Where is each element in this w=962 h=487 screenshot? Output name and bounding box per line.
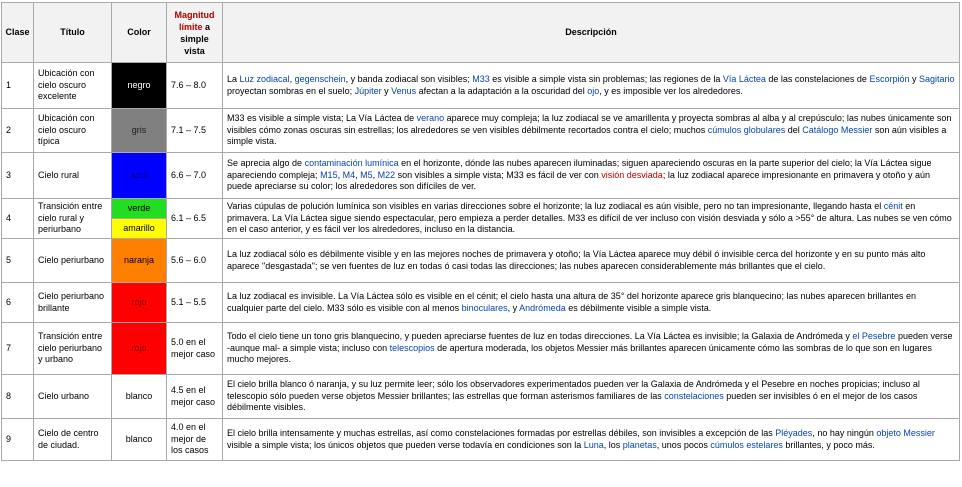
desc-text: , y xyxy=(507,302,520,313)
desc-text: , xyxy=(355,169,361,180)
table-row xyxy=(2,199,960,219)
header-descripcion: Descripción xyxy=(223,3,960,63)
desc-link[interactable]: Luna xyxy=(583,439,604,450)
bortle-table-container xyxy=(1,2,959,461)
desc-text: Varias cúpulas de polución lumínica son visibles en varias direcciones sobre el horizonte; la luz zodiacal es aún visible, pero no tan impresionante, llegando hasta el xyxy=(227,201,884,212)
desc-link[interactable]: ojo xyxy=(587,85,600,96)
cell-clase: 9 xyxy=(2,419,34,461)
cell-color-swatch: azul xyxy=(112,153,167,199)
desc-link[interactable]: verano xyxy=(416,113,445,124)
header-row xyxy=(2,3,960,63)
cell-descripcion xyxy=(223,419,960,461)
desc-text: , xyxy=(372,169,378,180)
cell-clase: 8 xyxy=(2,375,34,419)
desc-link[interactable]: M5 xyxy=(360,169,373,180)
cell-color-swatch: blanco xyxy=(112,375,167,419)
header-mag-rest: a simple vista xyxy=(180,21,211,56)
desc-link[interactable]: el Pesebre xyxy=(852,331,896,342)
cell-descripcion xyxy=(223,239,960,283)
desc-text: afectan a la adaptación a la oscuridad del xyxy=(416,85,588,96)
desc-link[interactable]: cúmulos globulares xyxy=(707,124,786,135)
header-magnitud xyxy=(167,3,223,63)
cell-titulo: Cielo periurbano xyxy=(34,239,112,283)
desc-text: , xyxy=(289,74,295,84)
cell-magnitud: 5.1 – 5.5 xyxy=(167,283,223,323)
desc-link[interactable]: binoculares xyxy=(461,302,508,313)
cell-magnitud: 5.0 en el mejor caso xyxy=(167,323,223,375)
table-row xyxy=(2,109,960,153)
table-row xyxy=(2,419,960,461)
cell-color-swatch: blanco xyxy=(112,419,167,461)
cell-color-swatch: amarillo xyxy=(112,219,167,239)
desc-link[interactable]: M22 xyxy=(377,169,396,180)
desc-link[interactable]: telescopios xyxy=(389,342,435,353)
cell-magnitud: 6.1 – 6.5 xyxy=(167,199,223,239)
desc-link[interactable]: cúmulos estelares xyxy=(710,439,783,450)
cell-magnitud: 4.0 en el mejor de los casos xyxy=(167,419,223,461)
cell-descripcion xyxy=(223,283,960,323)
desc-text: y xyxy=(909,74,919,84)
desc-link[interactable]: Venus xyxy=(391,85,417,96)
cell-titulo: Cielo periurbano brillante xyxy=(34,283,112,323)
desc-link[interactable]: visión desviada xyxy=(601,169,663,180)
desc-text: pueden ser invisibles ó en el mejor de los casos débilmente visibles. xyxy=(227,390,918,413)
cell-color-swatch: rojo xyxy=(112,283,167,323)
desc-text: en primavera. La Vía Láctea sigue siendo espectacular, pero empieza a perder detalles. M33 es difícil de ver incluso con visión desviada y sólo a >55° de altura. Las nubes se ven cómo en el caso anterior, y es fácil ver los alrededores, incluso en la distancia. xyxy=(227,201,952,235)
cell-descripcion xyxy=(223,109,960,153)
header-titulo: Título xyxy=(34,3,112,63)
desc-text: es débilmente visible a simple vista. xyxy=(565,302,712,313)
table-row xyxy=(2,375,960,419)
cell-magnitud: 6.6 – 7.0 xyxy=(167,153,223,199)
table-row xyxy=(2,153,960,199)
table-row xyxy=(2,63,960,109)
desc-link[interactable]: objeto Messier xyxy=(876,428,935,438)
cell-color-swatch: gris xyxy=(112,109,167,153)
desc-link[interactable]: Luz zodiacal xyxy=(239,74,290,84)
desc-text: , los xyxy=(603,439,623,450)
desc-text: de apertura moderada, los objetos Messier más brillantes aparecen únicamente cómo las sombras de lo que son en lugares mucho mejores. xyxy=(227,342,932,365)
cell-descripcion xyxy=(223,323,960,375)
desc-text: y xyxy=(381,85,392,96)
cell-magnitud: 4.5 en el mejor caso xyxy=(167,375,223,419)
cell-descripcion xyxy=(223,63,960,109)
cell-magnitud: 7.6 – 8.0 xyxy=(167,63,223,109)
desc-text: , unos pocos xyxy=(656,439,711,450)
cell-titulo: Cielo rural xyxy=(34,153,112,199)
cell-titulo: Cielo de centro de ciudad. xyxy=(34,419,112,461)
desc-link[interactable]: M33 xyxy=(472,74,490,84)
desc-text: ; la luz zodiacal aparece impresionante en primavera y otoño y aún puede apreciarse su color; los alrededores son difíciles de ver. xyxy=(227,169,930,192)
header-clase: Clase xyxy=(2,3,34,63)
cell-magnitud: 7.1 – 7.5 xyxy=(167,109,223,153)
desc-text: brillantes, y poco más. xyxy=(782,439,875,450)
cell-titulo: Cielo urbano xyxy=(34,375,112,419)
cell-color-swatch: verde xyxy=(112,199,167,219)
desc-link[interactable]: planetas xyxy=(622,439,657,450)
cell-clase: 7 xyxy=(2,323,34,375)
desc-link[interactable]: constelaciones xyxy=(664,390,724,401)
desc-text: en el horizonte, dónde las nubes aparecen iluminadas; siguen apareciendo oscuras en la parte superior del cielo; la Vía Láctea sigue apareciendo compleja; xyxy=(227,158,932,180)
desc-text: Todo el cielo tiene un tono gris blanquecino, y pueden apreciarse fuentes de luz en todas direcciones. La Vía Láctea es invisible; la Galaxia de Andrómeda y xyxy=(227,331,853,342)
desc-text: La xyxy=(227,74,240,84)
desc-link[interactable]: Andrómeda xyxy=(519,302,566,313)
desc-text: Se aprecia algo de xyxy=(227,158,305,169)
desc-text: proyectan sombras en el suelo; xyxy=(227,85,355,96)
desc-link[interactable]: Júpiter xyxy=(354,85,382,96)
cell-color-swatch: negro xyxy=(112,63,167,109)
desc-text: son aún visibles a simple vista. xyxy=(227,124,947,147)
table-row xyxy=(2,323,960,375)
desc-link[interactable]: M15 xyxy=(320,169,338,180)
table-row xyxy=(2,239,960,283)
cell-clase: 2 xyxy=(2,109,34,153)
cell-color-swatch: rojo xyxy=(112,323,167,375)
desc-text: , y banda zodiacal son visibles; xyxy=(345,74,473,84)
desc-text: El cielo brilla intensamente y muchas estrellas, así como constelaciones formadas por estrellas débiles, son invisibles a excepción de las xyxy=(227,428,776,438)
desc-text: pueden verse -aunque mal- a simple vista; incluso con xyxy=(227,331,953,353)
desc-text: La luz zodiacal sólo es débilmente visible y en las mejores noches de primavera y otoño; la Vía Láctea aparece muy débil ó invisible cerca del horizonte y en su punto más alto aparece "desgastada"; se ven fuentes de luz en todas ó casi todas las direcciones; las nubes aparecen considerablemente más brillantes que el cielo. xyxy=(227,249,926,271)
desc-text: es visible a simple vista sin problemas; las regiones de la xyxy=(489,74,723,84)
desc-link[interactable]: M4 xyxy=(342,169,356,180)
desc-text: del xyxy=(785,124,803,135)
cell-clase: 1 xyxy=(2,63,34,109)
desc-text: , y es imposible ver los alrededores. xyxy=(599,85,743,96)
cell-descripcion xyxy=(223,199,960,239)
cell-clase: 6 xyxy=(2,283,34,323)
desc-link[interactable]: contaminación lumínica xyxy=(304,158,399,169)
cell-magnitud: 5.6 – 6.0 xyxy=(167,239,223,283)
table-body xyxy=(2,63,960,461)
desc-text: de las constelaciones de xyxy=(765,74,870,84)
desc-text: M33 es visible a simple vista; La Vía Láctea de xyxy=(227,113,417,124)
desc-link[interactable]: Escorpión xyxy=(869,74,910,84)
desc-text: visible a simple vista; los únicos objetos que pueden verse todavía en condiciones son la xyxy=(227,439,584,450)
cell-clase: 3 xyxy=(2,153,34,199)
limite-link[interactable]: límite xyxy=(178,21,203,32)
desc-text: La luz zodiacal es invisible. La Vía Láctea sólo es visible en el cénit; el cielo hasta una altura de 35° del horizonte aparece gris blanquecino; las nubes aparecen brillantes en cualquier parte del cielo. M33 sólo es visible con al menos xyxy=(227,291,917,313)
cell-clase: 4 xyxy=(2,199,34,239)
header-mag-word: Magnitud xyxy=(174,9,215,20)
cell-titulo: Ubicación con cielo oscuro típica xyxy=(34,109,112,153)
desc-text: aparece muy compleja; la luz zodiacal se ve amarillenta y proyecta sombras al alba y al crepúsculo; las nubes únicamente son visibles cómo zonas oscuras sin estrellas; los alrededores se ven visibles débilmente recortados contra el cielo; muchos xyxy=(227,113,952,135)
cell-titulo: Ubicación con cielo oscuro excelente xyxy=(34,63,112,109)
desc-link[interactable]: gegenschein xyxy=(294,74,346,84)
desc-link[interactable]: Sagitario xyxy=(918,74,955,84)
desc-text: son visibles a simple vista; M33 es fácil de ver con xyxy=(395,169,602,180)
desc-link[interactable]: Pléyades xyxy=(775,428,813,438)
desc-link[interactable]: Catálogo Messier xyxy=(802,124,873,135)
cell-titulo: Transición entre cielo rural y periurbano xyxy=(34,199,112,239)
cell-descripcion xyxy=(223,375,960,419)
cell-color-swatch: naranja xyxy=(112,239,167,283)
cell-descripcion xyxy=(223,153,960,199)
desc-link[interactable]: cénit xyxy=(883,201,903,212)
header-color: Color xyxy=(112,3,167,63)
desc-link[interactable]: Vía Láctea xyxy=(722,74,766,84)
desc-text: , no hay ningún xyxy=(812,428,877,438)
cell-clase: 5 xyxy=(2,239,34,283)
desc-text: , xyxy=(337,169,343,180)
bortle-scale-table xyxy=(1,2,960,461)
table-row xyxy=(2,283,960,323)
desc-text: El cielo brilla blanco ó naranja, y su luz permite leer; sólo los observadores experimentados pueden ver la Galaxia de Andrómeda y el Pesebre en noches propicias; incluso al telescopio sólo pueden verse objetos Messier brillantes; las estrellas que forman asterismos familiares de las xyxy=(227,379,920,401)
cell-titulo: Transición entre cielo periurbano y urbano xyxy=(34,323,112,375)
